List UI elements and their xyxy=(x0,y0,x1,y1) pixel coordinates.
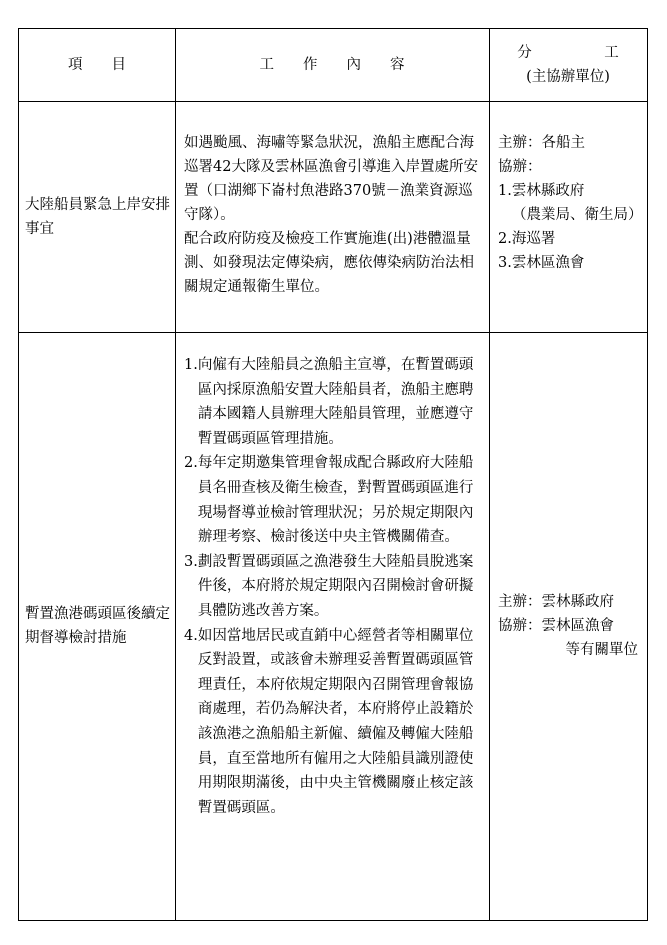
column-divider xyxy=(489,29,490,920)
row1-assist-item: 2. 海巡署 xyxy=(498,231,556,247)
header-division xyxy=(489,29,647,101)
header-division-sublabel: (主協辦單位) xyxy=(526,69,610,85)
row1-item-text: 大陸船員緊急上岸安排事宜 xyxy=(25,196,170,237)
row2-item-text: 暫置漁港碼頭區後續定期督導檢討措施 xyxy=(25,606,170,646)
row2-lead: 主辦：雲林縣政府 xyxy=(498,594,614,610)
row2-content-item: 3. 劃設暫置碼頭區之漁港發生大陸船員脫逃案件後，本府將於規定期限內召開檢討會研擬具體防逃改善方案。 xyxy=(184,553,474,619)
row1-item xyxy=(25,101,171,332)
header-item-label: 項 目 xyxy=(68,57,126,73)
row1-assist-item: 1. 雲林縣政府 xyxy=(498,183,585,199)
row1-division xyxy=(498,131,644,275)
row2-content-item: 1. 向僱有大陸船員之漁船主宣導，在暫置碼頭區內採原漁船安置大陸船員者，漁船主應聘請本國籍人員辦理大陸船員管理，並應遵守暫置碼頭區管理措施。 xyxy=(184,357,474,447)
column-divider xyxy=(175,29,176,920)
row2-division xyxy=(498,332,644,920)
row1-content-para: 如遇颱風、海嘯等緊急狀況，漁船主應配合海巡署42大隊及雲林區漁會引導進入岸置處所安置（口湖鄉下崙村魚港路370號－漁業資源巡守隊）。 xyxy=(184,135,478,223)
row1-lead: 主辦：各船主 xyxy=(498,135,585,151)
header-item xyxy=(19,29,175,101)
row1-assist-item: （農業局、衛生局） xyxy=(512,207,643,223)
row1-content xyxy=(184,131,486,299)
header-division-label: 分 工 xyxy=(517,45,619,61)
header-content xyxy=(175,29,489,101)
work-table xyxy=(18,28,648,921)
row2-item xyxy=(25,332,171,920)
row2-content-item: 4. 如因當地居民或直銷中心經營者等相關單位反對設置，或該會未辦理妥善暫置碼頭區管理責任，本府依規定期限內召開管理會報協商處理，若仍為解決者，本府將停止設籍於該漁港之漁船船主新僱、續僱及轉僱大陸船員，直至當地所有僱用之大陸船員識別證使用期限期滿後，由中央主管機關廢止核定該暫置碼頭區。 xyxy=(184,627,474,816)
row2-content xyxy=(184,353,486,820)
row2-assist: 協辦：雲林區漁會 xyxy=(498,618,614,634)
row2-content-item: 2. 每年定期邀集管理會報成配合縣政府大陸船員名冊查核及衛生檢查，對暫置碼頭區進行現場督導並檢討管理狀況；另於規定期限內辦理考察、檢討後送中央主管機關備查。 xyxy=(184,455,474,546)
row1-assist-item: 3. 雲林區漁會 xyxy=(498,255,585,271)
row2-assist-cont: 等有關單位 xyxy=(565,642,638,658)
header-content-label: 工 作 內 容 xyxy=(259,57,405,73)
row1-content-para: 配合政府防疫及檢疫工作實施進(出)港體溫量測、如發現法定傳染病，應依傳染病防治法相關規定通報衛生單位。 xyxy=(184,231,474,295)
row1-assist-label: 協辦： xyxy=(498,159,542,175)
